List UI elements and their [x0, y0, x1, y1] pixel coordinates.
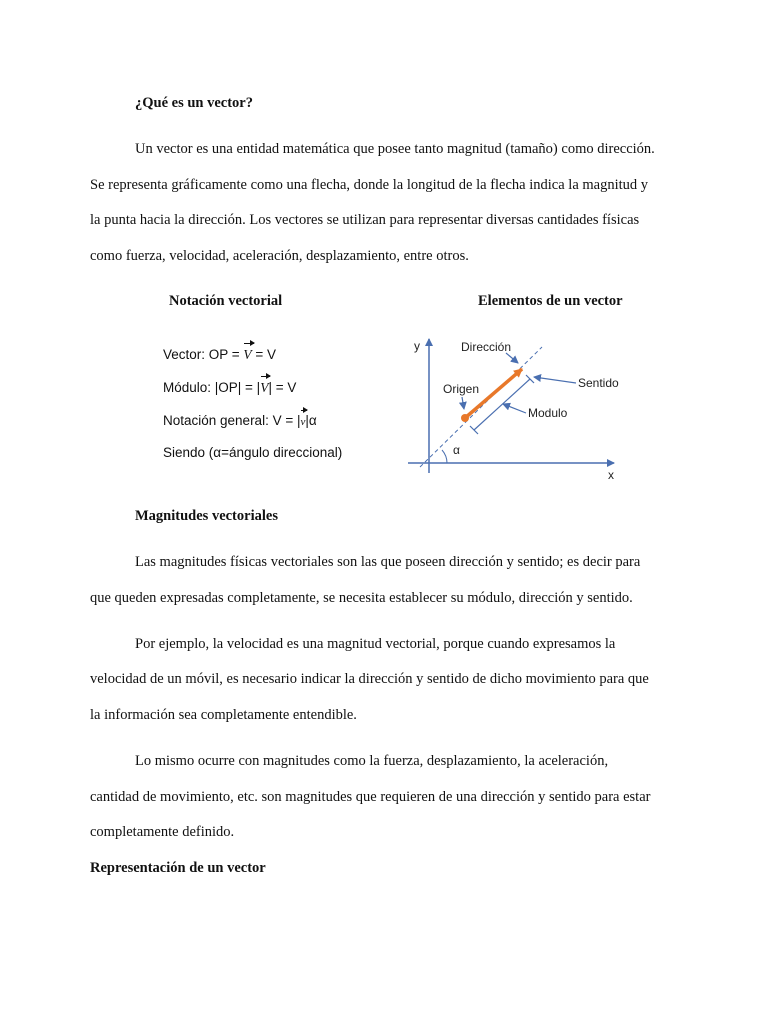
- paragraph-1-line-4: como fuerza, velocidad, aceleración, desplazamiento, entre otros.: [90, 248, 469, 264]
- label-sentido: Sentido: [578, 376, 619, 390]
- paragraph-2-line-1: Las magnitudes físicas vectoriales son las que poseen dirección y sentido; es decir para: [135, 554, 641, 570]
- sentido-pointer: [534, 377, 576, 383]
- paragraph-1-line-1: Un vector es una entidad matemática que posee tanto magnitud (tamaño) como dirección.: [135, 141, 655, 157]
- label-direccion: Dirección: [461, 340, 512, 354]
- general-arrow-symbol: v: [300, 413, 305, 431]
- notation-siendo-line: Siendo (α=ángulo direccional): [163, 445, 343, 460]
- paragraph-1-line-3: la punta hacia la dirección. Los vectores se utilizan para representar diversas cantidades físicas: [90, 212, 640, 228]
- modulo-arrow-symbol: V: [260, 380, 269, 395]
- notation-vector-line: Vector: OP = V = V: [163, 347, 277, 362]
- notation-modulo-line: Módulo: |OP| = |V| = V: [163, 380, 297, 395]
- heading-que-es-un-vector: ¿Qué es un vector?: [135, 95, 253, 111]
- heading-magnitudes-vectoriales: Magnitudes vectoriales: [135, 508, 278, 524]
- modulo-pointer: [503, 404, 526, 413]
- paragraph-3-line-2: velocidad de un móvil, es necesario indicar la dirección y sentido de dicho movimiento para que: [90, 671, 649, 687]
- label-alpha: α: [453, 443, 460, 457]
- origen-pointer: [462, 397, 464, 409]
- label-modulo: Modulo: [528, 406, 568, 420]
- paragraph-1-line-2: Se representa gráficamente como una flecha, donde la longitud de la flecha indica la magnitud y: [90, 177, 649, 193]
- vector-arrow-symbol: V: [243, 347, 252, 362]
- angle-arc: [442, 450, 447, 463]
- elements-title: Elementos de un vector: [478, 293, 623, 309]
- paragraph-3-line-3: la información sea completamente entendible.: [90, 707, 357, 723]
- paragraph-2-line-2: que queden expresadas completamente, se necesita establecer su módulo, dirección y sentido.: [90, 590, 633, 606]
- paragraph-4-line-1: Lo mismo ocurre con magnitudes como la fuerza, desplazamiento, la aceleración,: [135, 753, 609, 769]
- origin-point: [461, 414, 469, 422]
- label-y: y: [414, 339, 420, 353]
- label-origen: Origen: [443, 382, 480, 396]
- label-x: x: [608, 468, 614, 482]
- direction-dashed-line: [420, 347, 542, 467]
- notation-general-line: Notación general: V = |v|α: [163, 412, 317, 431]
- paragraph-3-line-1: Por ejemplo, la velocidad es una magnitud vectorial, porque cuando expresamos la: [135, 636, 616, 652]
- notation-title: Notación vectorial: [169, 293, 283, 309]
- paragraph-4-line-3: completamente definido.: [90, 824, 235, 840]
- heading-representacion-de-un-vector: Representación de un vector: [90, 860, 266, 876]
- vector-elements-diagram: [402, 333, 624, 485]
- paragraph-4-line-2: cantidad de movimiento, etc. son magnitudes que requieren de una dirección y sentido para estar: [90, 789, 651, 805]
- direccion-pointer: [506, 353, 518, 363]
